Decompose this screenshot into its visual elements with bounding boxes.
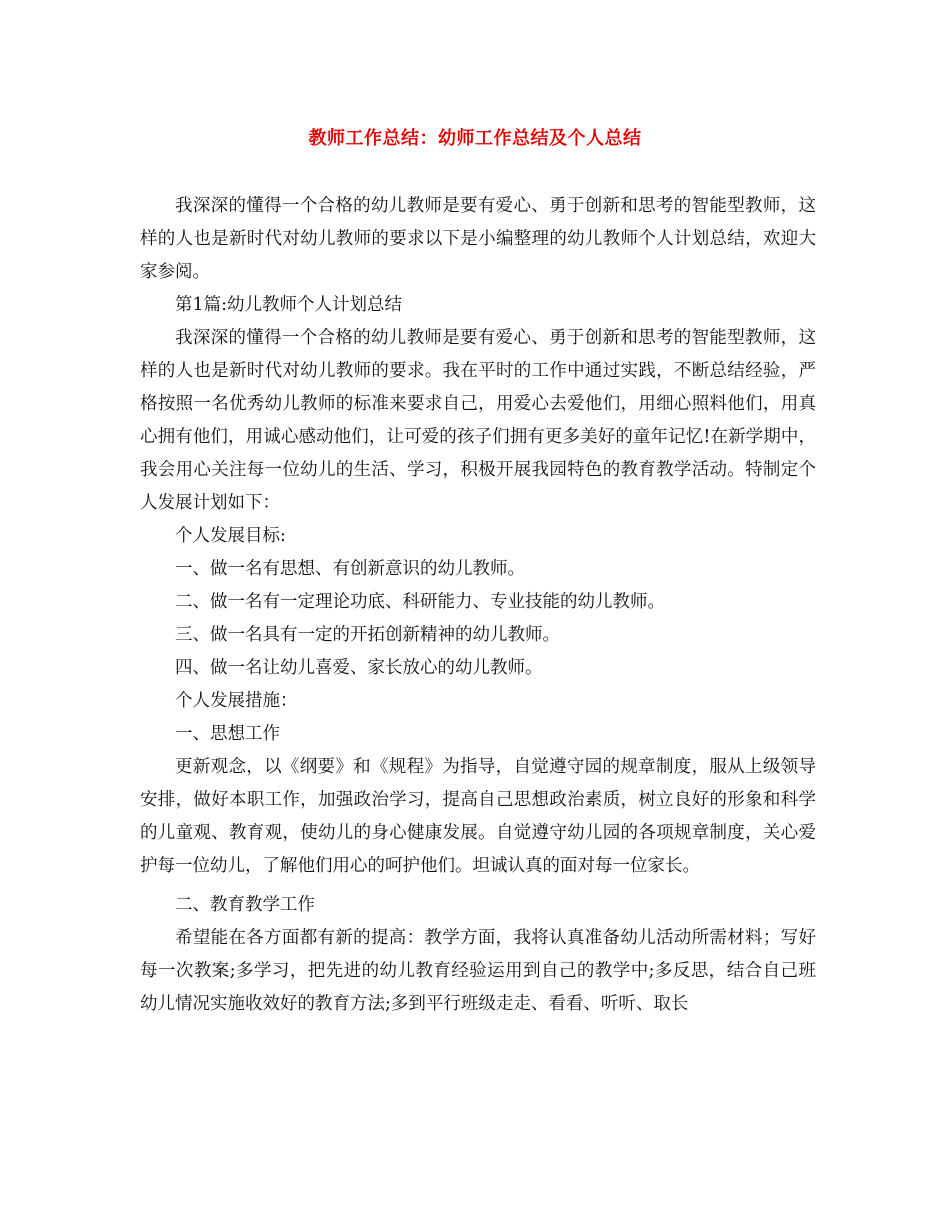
paragraph-chapter-heading: 第1篇:幼儿教师个人计划总结 — [175, 295, 403, 315]
paragraph-section-1-body: 更新观念，以《纲要》和《规程》为指导，自觉遵守园的规章制度，服从上级领导安排，做好本职工作，加强政治学习，提高自己思想政治素质，树立良好的形象和科学的儿童观、教育观，使幼儿的身心健康发展。自觉遵守幼儿园的各项规章制度，关心爱护每一位幼儿，了解他们用心的呵护他们。坦诚认真的面对每一位家长。 — [140, 757, 816, 876]
paragraph-goal-1: 一、做一名有思想、有创新意识的幼儿教师。 — [175, 559, 525, 579]
paragraph-section-2-heading: 二、教育教学工作 — [175, 895, 315, 915]
paragraph-goals-heading: 个人发展目标: — [175, 526, 286, 546]
paragraph-intro: 我深深的懂得一个合格的幼儿教师是要有爱心、勇于创新和思考的智能型教师，这样的人也是新时代对幼儿教师的要求以下是小编整理的幼儿教师个人计划总结，欢迎大家参阅。 — [140, 196, 816, 282]
paragraph-goal-2: 二、做一名有一定理论功底、科研能力、专业技能的幼儿教师。 — [175, 592, 665, 612]
document-title: 教师工作总结：幼师工作总结及个人总结 — [308, 128, 642, 149]
paragraph-measures-heading: 个人发展措施： — [175, 691, 298, 711]
paragraph-goal-4: 四、做一名让幼儿喜爱、家长放心的幼儿教师。 — [175, 658, 543, 678]
paragraph-section-2-body: 希望能在各方面都有新的提高：教学方面，我将认真准备幼儿活动所需材料；写好每一次教案;多学习，把先进的幼儿教育经验运用到自己的教学中;多反思，结合自己班幼儿情况实施收效好的教育方法;多到平行班级走走、看看、听听、取长 — [140, 928, 816, 1014]
paragraph-section-1-heading: 一、思想工作 — [175, 724, 280, 744]
document-body — [140, 190, 816, 1021]
paragraph-chapter-body: 我深深的懂得一个合格的幼儿教师是要有爱心、勇于创新和思考的智能型教师，这样的人也是新时代对幼儿教师的要求。我在平时的工作中通过实践，不断总结经验，严格按照一名优秀幼儿教师的标准来要求自己，用爱心去爱他们，用细心照料他们，用真心拥有他们，用诚心感动他们，让可爱的孩子们拥有更多美好的童年记忆!在新学期中，我会用心关注每一位幼儿的生活、学习，积极开展我园特色的教育教学活动。特制定个人发展计划如下： — [140, 328, 816, 513]
paragraph-goal-3: 三、做一名具有一定的开拓创新精神的幼儿教师。 — [175, 625, 560, 645]
